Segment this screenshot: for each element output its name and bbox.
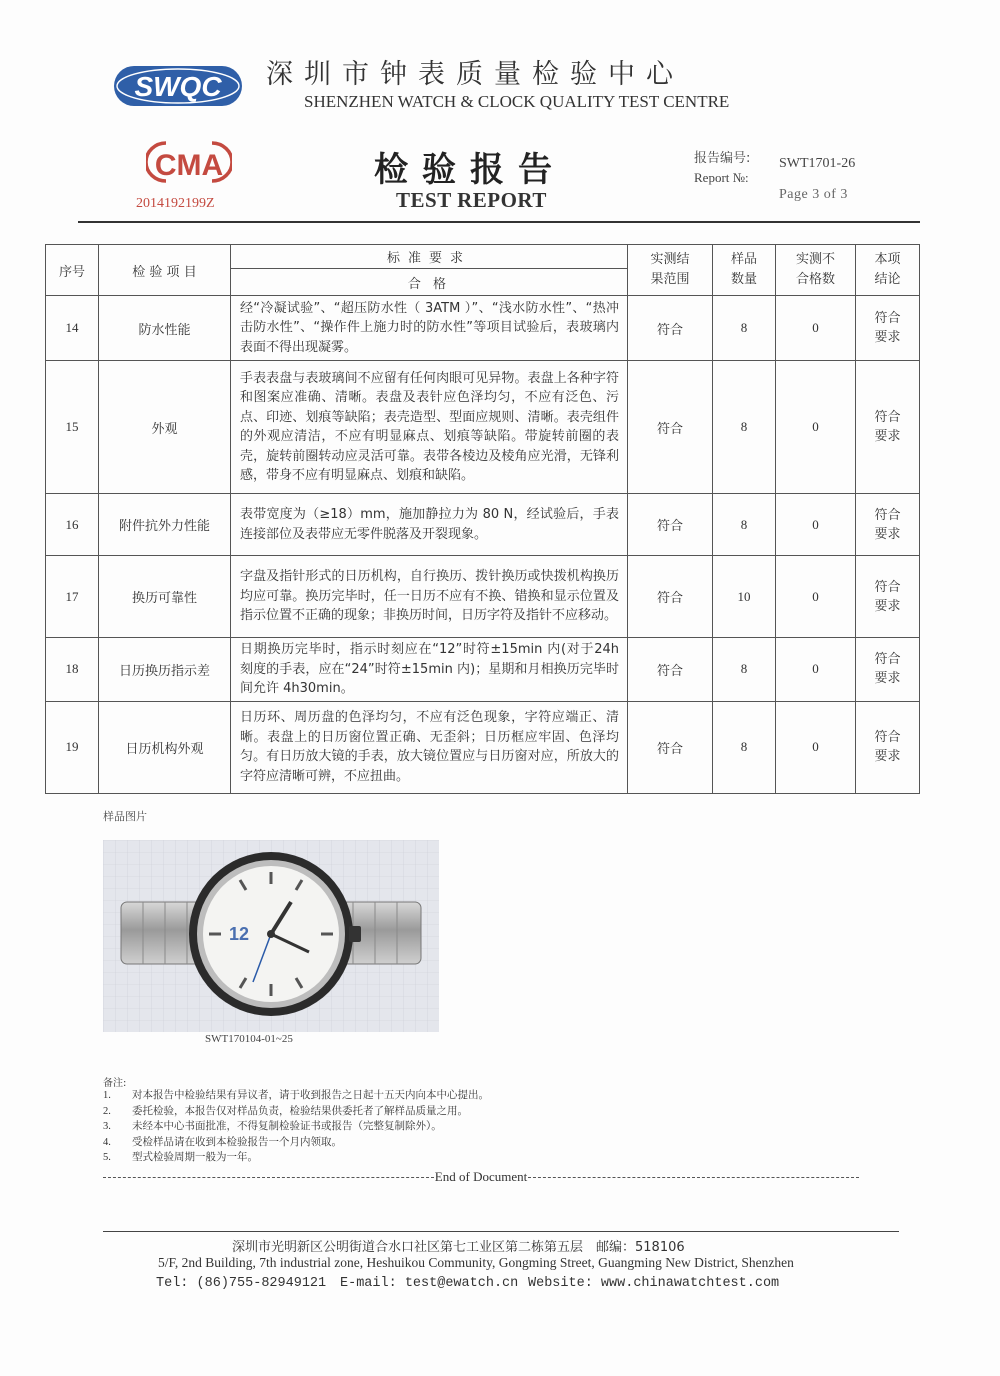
row-no: 17 — [46, 556, 99, 638]
row-conclusion — [856, 701, 920, 793]
concl-line2: 要求 — [874, 671, 901, 687]
row-item: 日历机构外观 — [99, 701, 231, 793]
concl-line2: 要求 — [874, 598, 901, 614]
table-row — [46, 701, 920, 793]
note-number: 1. — [103, 1090, 111, 1101]
report-no-label-cn: 报告编号: — [694, 151, 751, 166]
row-range: 符合 — [628, 494, 713, 556]
org-name-en: SHENZHEN WATCH & CLOCK QUALITY TEST CENTRE — [304, 92, 730, 111]
row-item: 防水性能 — [99, 296, 231, 361]
concl-line1: 符合 — [874, 652, 901, 668]
concl-line1: 符合 — [874, 730, 901, 745]
note-number: 2. — [103, 1105, 111, 1117]
header-concl-line1: 本项 — [874, 252, 901, 267]
row-fail: 0 — [776, 556, 856, 638]
row-no: 19 — [46, 701, 99, 793]
header-range-line1: 实测结 — [650, 252, 690, 267]
row-range: 符合 — [628, 556, 713, 638]
row-no: 15 — [46, 361, 99, 494]
tel-value: (86)755-82949121 — [196, 1276, 327, 1291]
table-row — [46, 494, 920, 556]
cma-logo-text: CMA — [154, 149, 224, 182]
end-dash-right — [528, 1177, 859, 1178]
row-conclusion — [856, 296, 920, 361]
email-value: test@ewatch.cn — [404, 1276, 519, 1291]
header-qty-line2: 数量 — [730, 272, 757, 287]
table-row — [46, 556, 920, 638]
footer-contact — [156, 1276, 779, 1291]
footer-divider — [103, 1231, 899, 1232]
row-qty: 8 — [713, 361, 776, 494]
row-conclusion — [856, 556, 920, 638]
row-no: 16 — [46, 494, 99, 556]
end-of-document-text: End of Document — [434, 1169, 528, 1184]
note-text: 未经本中心书面批准，不得复制检验证书或报告（完整复制除外）。 — [132, 1120, 442, 1133]
row-range: 符合 — [628, 296, 713, 361]
concl-line2: 要求 — [874, 330, 901, 345]
header-divider — [78, 221, 920, 223]
watch-dial-numeral: 12 — [229, 924, 250, 944]
concl-line1: 符合 — [874, 507, 901, 523]
row-fail: 0 — [776, 494, 856, 556]
sample-photo-label: 样品图片 — [103, 810, 147, 823]
row-qty: 8 — [713, 638, 776, 702]
note-text: 委托检验，本报告仅对样品负责，检验结果供委托者了解样品质量之用。 — [132, 1104, 468, 1117]
website-value: www.chinawatchtest.com — [600, 1276, 780, 1291]
list-item — [103, 1135, 489, 1151]
row-qty: 8 — [713, 296, 776, 361]
header-qty — [713, 245, 776, 296]
cma-code: 2014192199Z — [136, 196, 215, 211]
header-no: 序号 — [46, 245, 99, 296]
list-item — [103, 1150, 489, 1166]
row-range: 符合 — [628, 638, 713, 702]
end-of-document — [103, 1169, 859, 1185]
row-qty: 8 — [713, 494, 776, 556]
concl-line2: 要求 — [874, 749, 901, 764]
report-title-cn: 检验报告 — [374, 150, 566, 190]
footer-email — [340, 1276, 528, 1291]
note-number: 3. — [103, 1121, 111, 1133]
test-results-table — [45, 244, 920, 794]
footer-tel — [156, 1276, 340, 1291]
page-number: Page 3 of 3 — [779, 187, 848, 202]
row-range: 符合 — [628, 701, 713, 793]
row-conclusion — [856, 361, 920, 494]
report-no-label-en: Report №: — [694, 170, 749, 185]
concl-line1: 符合 — [874, 311, 901, 326]
concl-line2: 要求 — [874, 429, 901, 444]
row-fail: 0 — [776, 638, 856, 702]
org-name-cn: 深圳市钟表质量检验中心 — [266, 59, 684, 90]
row-conclusion — [856, 638, 920, 702]
concl-line1: 符合 — [874, 579, 901, 595]
row-item: 附件抗外力性能 — [99, 494, 231, 556]
sample-watch-photo — [103, 840, 439, 1032]
notes-list — [103, 1088, 489, 1166]
footer-address-cn: 深圳市光明新区公明街道合水口社区第七工业区第二栋第五层 邮编：518106 — [232, 1240, 685, 1255]
row-requirement: 表带宽度为（≥18）mm，施加静拉力为 80 N，经试验后，手表连接部位及表带应无零件脱落及开裂现象。 — [231, 494, 628, 556]
row-qty: 10 — [713, 556, 776, 638]
swqc-logo-text: SWQC — [134, 71, 222, 102]
row-fail: 0 — [776, 361, 856, 494]
row-no: 14 — [46, 296, 99, 361]
email-label: E-mail: — [340, 1276, 397, 1291]
row-requirement: 手表表盘与表玻璃间不应留有任何肉眼可见异物。表盘上各种字符和图案应准确、清晰。表盘及表针应色泽均匀，不应有泛色、污点、印迹、划痕等缺陷；表壳造型、型面应规则、清晰。表壳组件的外观应清洁，不应有明显麻点、划痕等缺陷。带旋转前圈的表壳，旋转前圈转动应灵活可靠。表带各棱边及棱角应光滑，无锋利感，带身不应有明显麻点、划痕和缺陷。 — [231, 361, 628, 494]
header-range — [628, 245, 713, 296]
table-row — [46, 638, 920, 702]
header-concl-line2: 结论 — [874, 272, 901, 287]
row-item: 日历换历指示差 — [99, 638, 231, 702]
row-range: 符合 — [628, 361, 713, 494]
table-row — [46, 361, 920, 494]
note-number: 4. — [103, 1136, 111, 1148]
header-fail-line2: 合格数 — [795, 272, 835, 287]
note-text: 受检样品请在收到本检验报告一个月内领取。 — [132, 1135, 342, 1148]
footer-address-en: 5/F, 2nd Building, 7th industrial zone, Heshuikou Community, Gongming Street, Guangming New District, Shenzhen — [158, 1255, 794, 1270]
header-fail-line1: 实测不 — [795, 252, 835, 267]
cma-logo — [146, 140, 232, 184]
row-no: 18 — [46, 638, 99, 702]
header-fail — [776, 245, 856, 296]
header-standard-sub: 合 格 — [231, 269, 628, 296]
row-requirement: 经“冷凝试验”、“超压防水性（ 3ATM ）”、“浅水防水性”、“热冲击防水性”、“操作件上施力时的防水性”等项目试验后，表玻璃内表面不得出现凝雾。 — [231, 296, 628, 361]
row-requirement: 日期换历完毕时，指示时刻应在“12”时符±15min 内(对于24h 刻度的手表，应在“24”时符±15min 内)；星期和月相换历完毕时间允许 4h30min。 — [231, 638, 628, 702]
header-standard: 标准要求 — [231, 245, 628, 269]
note-number: 5. — [103, 1152, 111, 1164]
tel-label: Tel: — [156, 1276, 189, 1291]
list-item — [103, 1088, 489, 1104]
notes-title: 备注: — [103, 1078, 127, 1089]
header-qty-line1: 样品 — [730, 252, 757, 267]
row-item: 外观 — [99, 361, 231, 494]
report-title-en: TEST REPORT — [396, 188, 547, 212]
row-conclusion — [856, 494, 920, 556]
row-fail: 0 — [776, 701, 856, 793]
website-label: Website: — [528, 1276, 593, 1291]
concl-line2: 要求 — [874, 526, 901, 542]
row-item: 换历可靠性 — [99, 556, 231, 638]
header-item: 检 验 项 目 — [99, 245, 231, 296]
note-text: 型式检验周期一般为一年。 — [132, 1151, 258, 1164]
list-item — [103, 1119, 489, 1135]
row-qty: 8 — [713, 701, 776, 793]
report-no: SWT1701-26 — [779, 156, 856, 171]
list-item — [103, 1104, 489, 1120]
sample-photo-caption: SWT170104-01~25 — [205, 1033, 293, 1045]
footer-website — [528, 1276, 779, 1291]
note-text: 对本报告中检验结果有异议者，请于收到报告之日起十五天内向本中心提出。 — [132, 1089, 489, 1101]
header-conclusion — [856, 245, 920, 296]
end-dash-left — [103, 1177, 434, 1178]
row-requirement: 日历环、周历盘的色泽均匀，不应有泛色现象，字符应端正、清晰。表盘上的日历窗位置正确、无歪斜；日历框应牢固、色泽均匀。有日历放大镜的手表，放大镜位置应与日历窗对应，所放大的字符应清晰可辨，不应扭曲。 — [231, 701, 628, 793]
row-requirement: 字盘及指针形式的日历机构，自行换历、拨针换历或快拨机构换历均应可靠。换历完毕时，任一日历不应有不换、错换和显示位置及指示位置不正确的现象；非换历时间，日历字符及指针不应移动。 — [231, 556, 628, 638]
swqc-logo — [112, 62, 244, 112]
row-fail: 0 — [776, 296, 856, 361]
table-row — [46, 296, 920, 361]
concl-line1: 符合 — [874, 410, 901, 425]
header-range-line2: 果范围 — [650, 272, 690, 287]
